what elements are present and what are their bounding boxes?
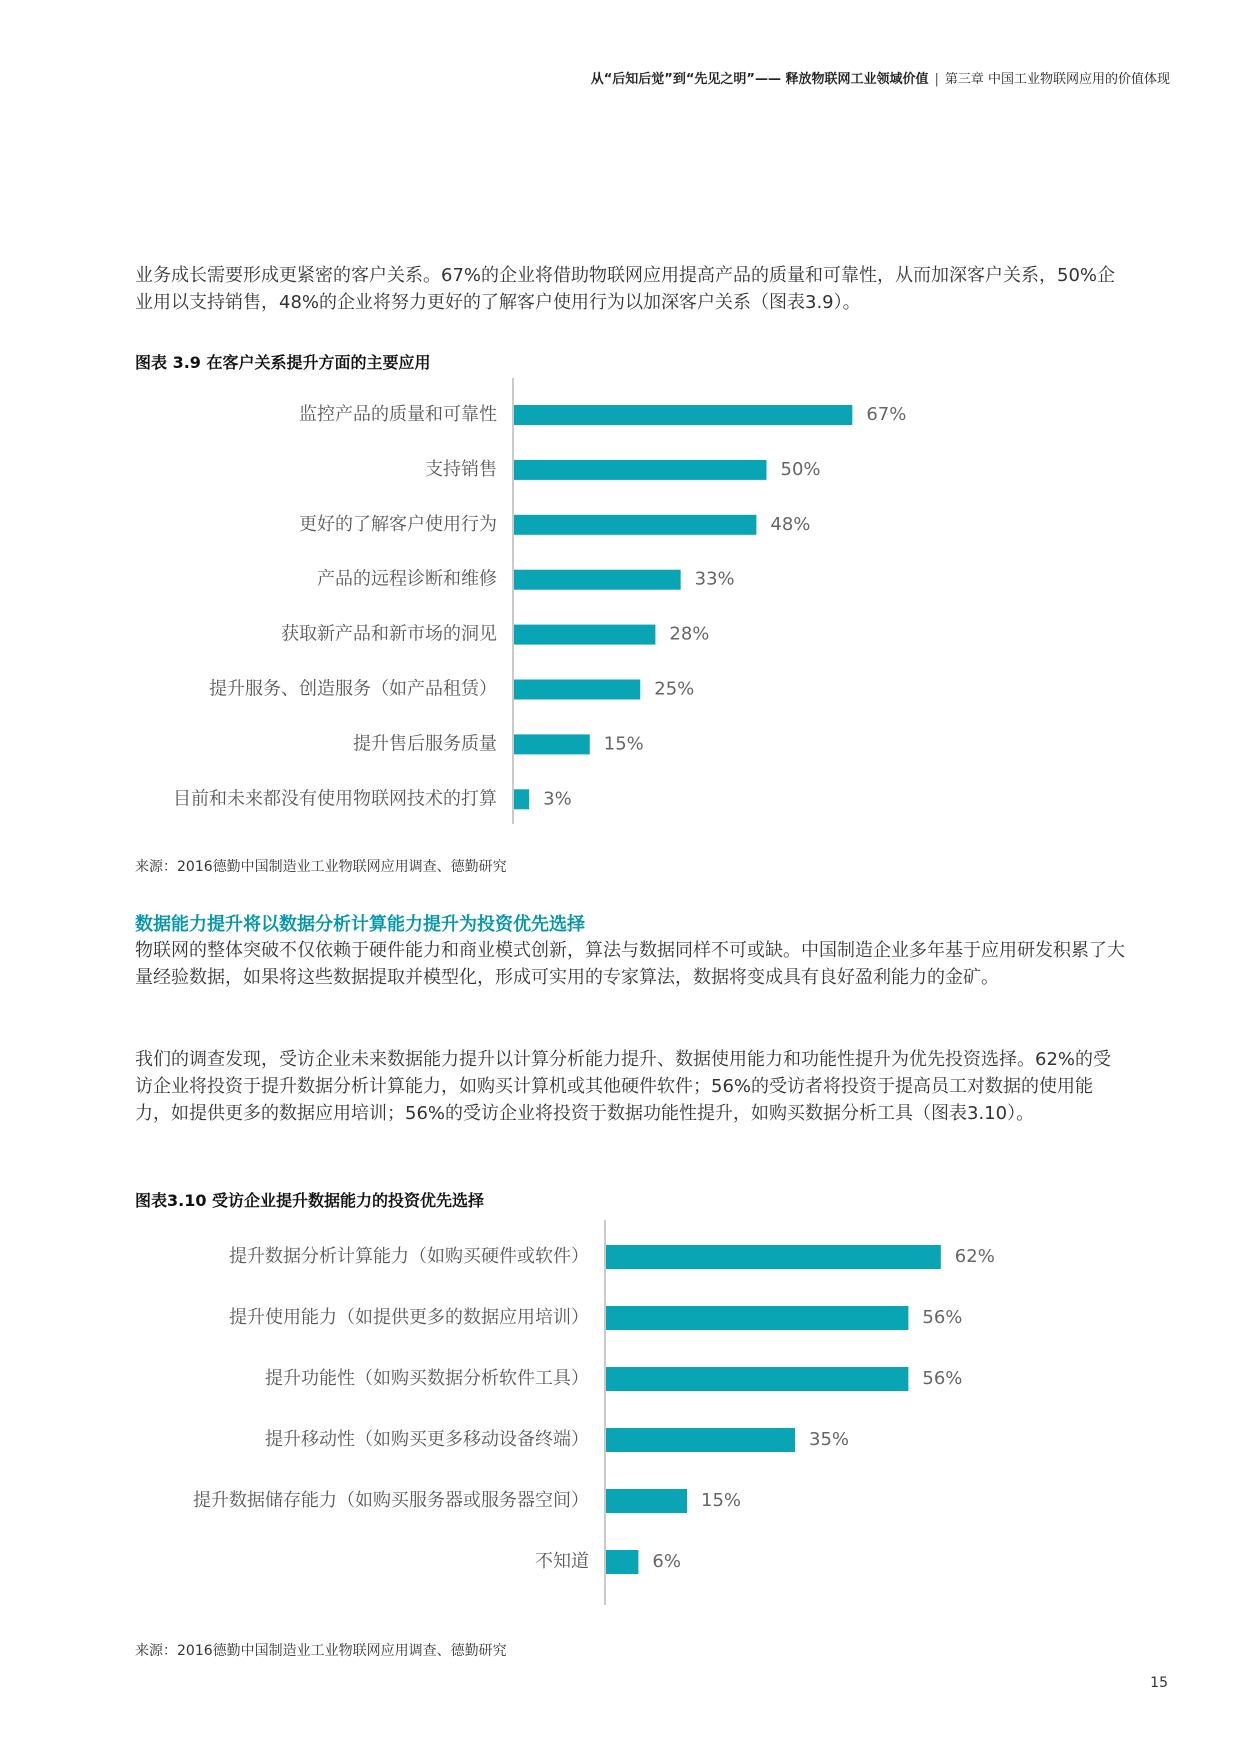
running-header — [70, 68, 1170, 87]
chart0-category-label: 目前和未来都没有使用物联网技术的打算 — [173, 788, 497, 810]
chart0-value-label: 3% — [543, 788, 572, 810]
section-heading: 数据能力提升将以数据分析计算能力提升为投资优先选择 — [135, 914, 585, 935]
chart0-category-label: 提升售后服务质量 — [353, 733, 497, 755]
chart1-value-label: 62% — [954, 1246, 995, 1267]
chart-customer-relationship — [130, 378, 1130, 828]
chart0-value-label: 28% — [669, 623, 710, 645]
chart1-value-label: 56% — [922, 1307, 963, 1328]
chart1-bar — [606, 1550, 638, 1574]
chart0-value-label: 50% — [780, 458, 821, 480]
chart1-category-label: 提升数据分析计算能力（如购买硬件或软件） — [229, 1246, 589, 1267]
chart0-category-label: 监控产品的质量和可靠性 — [299, 404, 497, 425]
section-paragraph-1: 物联网的整体突破不仅依赖于硬件能力和商业模式创新，算法与数据同样不可或缺。中国制造企业多年基于应用研发积累了大量经验数据，如果将这些数据提取并模型化，形成可实用的专家算法，数据将变成具有良好盈利能力的金矿。 — [135, 940, 1125, 988]
chart0-bar — [514, 515, 756, 535]
chart0-value-label: 25% — [654, 678, 695, 700]
chart-data-capability-investment — [130, 1220, 1130, 1640]
chart-customer-relationship-svg — [130, 378, 1130, 828]
figure-3-9-source: 来源：2016德勤中国制造业工业物联网应用调查、德勤研究 — [135, 859, 507, 875]
chart1-bar — [606, 1245, 941, 1269]
section-paragraph-2: 我们的调查发现，受访企业未来数据能力提升以计算分析能力提升、数据使用能力和功能性提升为优先投资选择。62%的受访企业将投资于提升数据分析计算能力，如购买计算机或其他硬件软件；56%的受访者将投资于提高员工对数据的使用能力，如提供更多的数据应用培训；56%的受访企业将投资于数据功能性提升，如购买数据分析工具（图表3.10）。 — [135, 1049, 1112, 1124]
report-title: 从“后知后觉”到“先见之明”—— 释放物联网工业领域价值 — [590, 72, 929, 87]
page-number: 15 — [1150, 1675, 1168, 1691]
chart1-bar — [606, 1367, 908, 1391]
figure-3-9-title: 图表 3.9 在客户关系提升方面的主要应用 — [135, 353, 431, 372]
chart1-value-label: 35% — [809, 1429, 850, 1450]
chart0-bar — [514, 570, 681, 590]
chart1-category-label: 提升使用能力（如提供更多的数据应用培训） — [229, 1307, 589, 1328]
chart0-value-label: 67% — [866, 404, 907, 425]
intro-paragraph: 业务成长需要形成更紧密的客户关系。67%的企业将借助物联网应用提高产品的质量和可靠性，从而加深客户关系，50%企业用以支持销售，48%的企业将努力更好的了解客户使用行为以加深客户关系（图表3.9）。 — [135, 265, 1116, 313]
chart1-category-label: 提升数据储存能力（如购买服务器或服务器空间） — [193, 1490, 589, 1511]
chart0-category-label: 支持销售 — [425, 458, 497, 480]
chart1-bar — [606, 1489, 687, 1513]
chart0-category-label: 提升服务、创造服务（如产品租赁） — [209, 678, 497, 700]
chart0-bar — [514, 405, 852, 425]
chart0-value-label: 33% — [694, 568, 735, 590]
chart1-category-label: 提升移动性（如购买更多移动设备终端） — [265, 1429, 589, 1450]
chart-data-capability-investment-svg — [130, 1220, 1130, 1640]
figure-3-10-title: 图表3.10 受访企业提升数据能力的投资优先选择 — [135, 1191, 485, 1210]
chart0-bar — [514, 680, 640, 700]
chart0-value-label: 48% — [770, 513, 811, 535]
chart0-bar — [514, 625, 655, 645]
chart1-category-label: 不知道 — [535, 1551, 589, 1572]
chart0-category-label: 产品的远程诊断和维修 — [317, 568, 497, 590]
chart0-category-label: 更好的了解客户使用行为 — [299, 513, 497, 535]
header-separator: | — [934, 72, 939, 87]
chart0-bar — [514, 734, 590, 754]
chart0-category-label: 获取新产品和新市场的洞见 — [281, 623, 497, 645]
chart0-bar — [514, 460, 767, 480]
chart1-value-label: 15% — [701, 1490, 742, 1511]
figure-3-10-source: 来源：2016德勤中国制造业工业物联网应用调查、德勤研究 — [135, 1643, 507, 1659]
chart0-bar — [514, 789, 529, 809]
chapter-title: 第三章 中国工业物联网应用的价值体现 — [944, 72, 1170, 87]
chart1-value-label: 6% — [652, 1551, 681, 1572]
chart1-value-label: 56% — [922, 1368, 963, 1389]
chart1-bar — [606, 1428, 795, 1452]
chart1-bar — [606, 1306, 908, 1330]
chart0-value-label: 15% — [603, 733, 644, 755]
chart1-category-label: 提升功能性（如购买数据分析软件工具） — [265, 1368, 589, 1389]
